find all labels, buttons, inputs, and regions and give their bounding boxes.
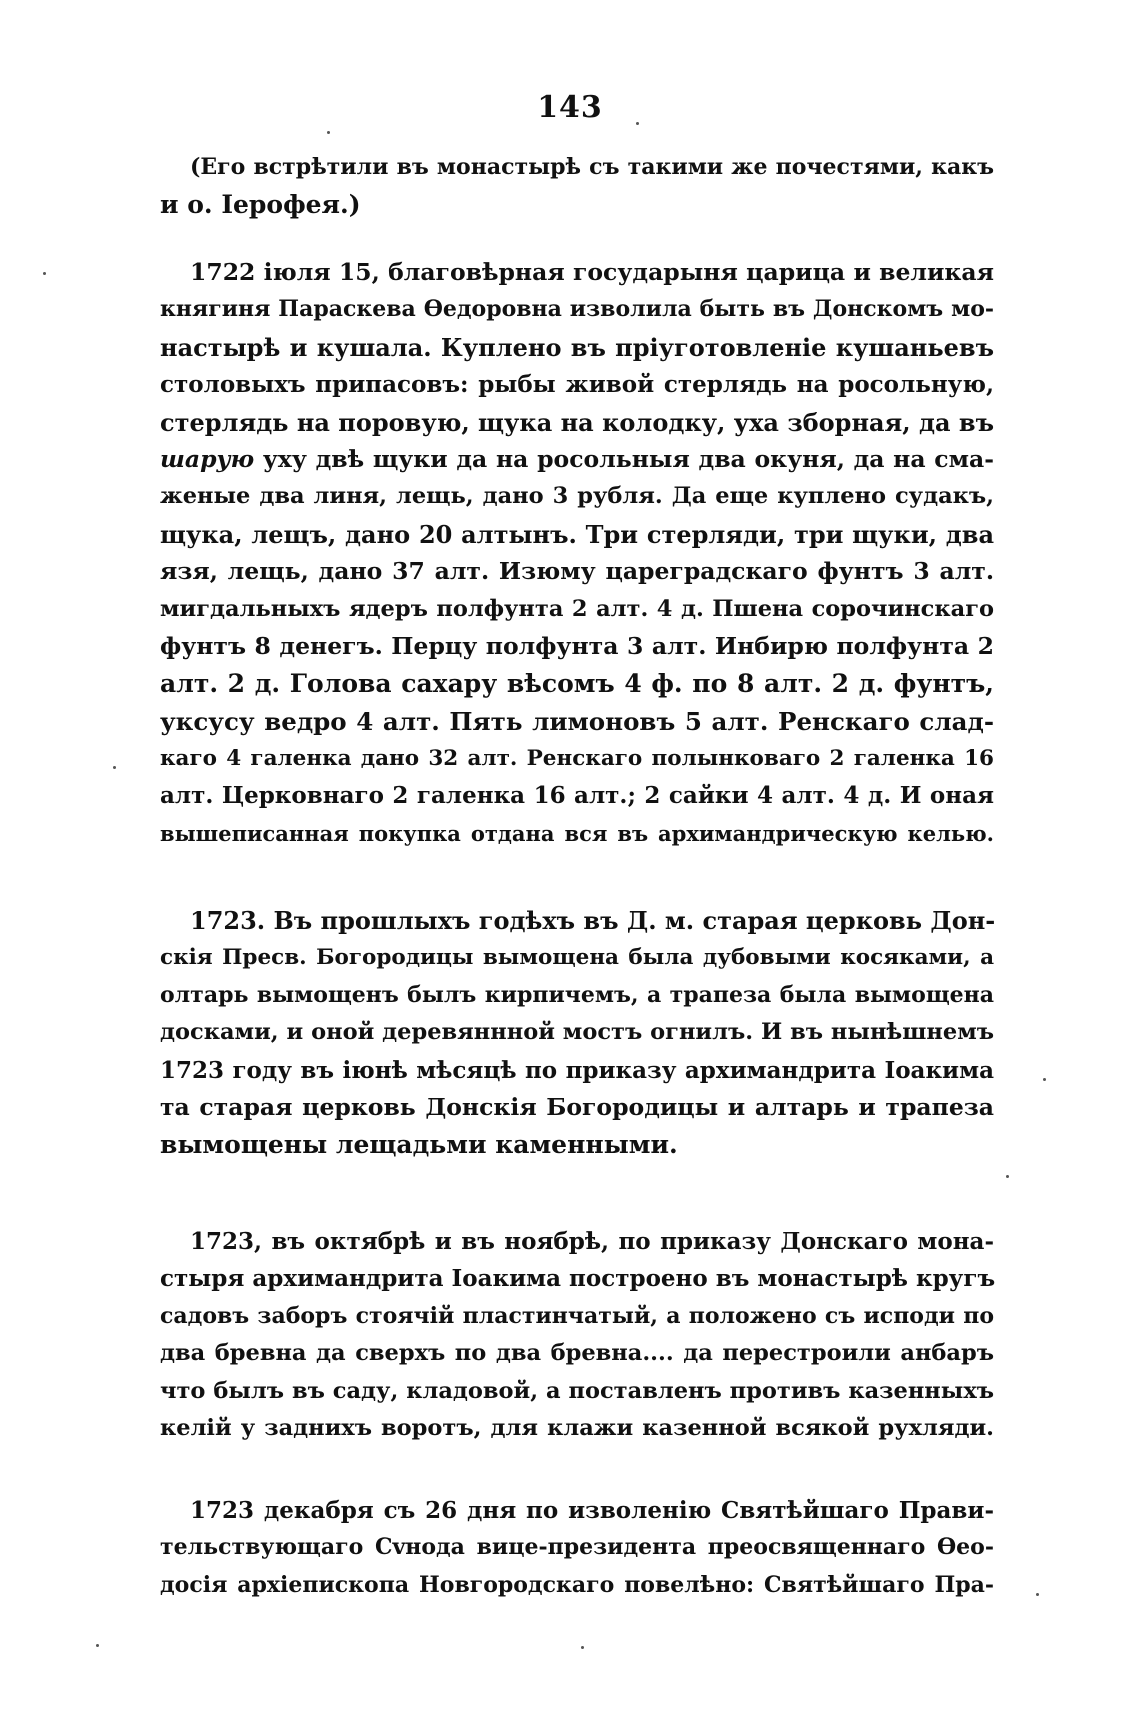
- paragraph-2: [160, 254, 994, 852]
- text-line: что былъ въ саду, кладовой, а поставленъ противъ казенныхъ: [160, 1377, 994, 1404]
- text-line: фунтъ 8 денегъ. Перцу полфунта 3 алт. Инбирю полфунта 2: [160, 631, 994, 660]
- text-line: женые два линя, лещь, дано 3 рубля. Да еще куплено судакъ,: [160, 483, 994, 510]
- paragraph-4: [160, 1223, 994, 1447]
- text-line: столовыхъ припасовъ: рыбы живой стерлядь на росольную,: [160, 371, 994, 399]
- scan-speck: [636, 122, 639, 125]
- page-number: 143: [537, 90, 603, 125]
- text-line: 1723 декабря съ 26 дня по изволенію Святѣйшаго Прави-: [190, 1497, 994, 1524]
- text-line: два бревна да сверхъ по два бревна.... да перестроили анбаръ: [160, 1340, 994, 1367]
- text-line: каго 4 галенка дано 32 алт. Ренскаго полынковаго 2 галенка 16: [160, 746, 994, 772]
- scan-speck: [581, 1646, 584, 1649]
- text-line: уксусу ведро 4 алт. Пять лимоновъ 5 алт. Ренскаго слад-: [160, 706, 994, 736]
- text-line: та старая церковь Донскія Богородицы и алтарь и трапеза: [160, 1092, 994, 1121]
- scan-speck: [327, 131, 330, 134]
- text-line: 1723. Въ прошлыхъ годѣхъ въ Д. м. старая церковь Дон-: [190, 906, 996, 935]
- text-line: щука, лещъ, дано 20 алтынъ. Три стерляди, три щуки, два: [160, 519, 994, 549]
- scan-speck: [1036, 1593, 1039, 1596]
- paragraph-5: [160, 1492, 994, 1604]
- scan-speck: [1006, 1175, 1009, 1178]
- text-line: (Его встрѣтили въ монастырѣ съ такими же почестями, какъ: [190, 154, 994, 180]
- text-line: тельствующаго Сvнода вице-президента преосвященнаго Өео-: [160, 1534, 994, 1561]
- text-line: досія архіепископа Новгородскаго повелѣно: Святѣйшаго Пра-: [160, 1571, 994, 1598]
- text-line: келій у заднихъ воротъ, для клажи казенной всякой рухляди.: [160, 1414, 994, 1441]
- text-line: шарую уху двѣ щуки да на росольныя два окуня, да на сма-: [160, 444, 994, 473]
- text-line: мигдальныхъ ядеръ полфунта 2 алт. 4 д. Пшена сорочинскаго: [160, 595, 994, 622]
- text-line: алт. 2 д. Голова сахару вѣсомъ 4 ф. по 8 алт. 2 д. фунтъ,: [160, 669, 994, 699]
- text-line: и о. Іерофея.): [160, 190, 361, 220]
- paragraph-1: [160, 149, 994, 224]
- text-line: стыря архимандрита Іоакима построено въ монастырѣ кругъ: [160, 1265, 996, 1293]
- text-line: 1722 іюля 15, благовѣрная государыня царица и великая: [190, 258, 994, 286]
- scan-speck: [1043, 1078, 1046, 1081]
- text-line: вышеписанная покупка отдана вся въ архимандрическую келью.: [160, 820, 994, 846]
- text-line: 1723, въ октябрѣ и въ ноябрѣ, по приказу Донскаго мона-: [190, 1228, 994, 1255]
- scan-speck: [96, 1644, 99, 1647]
- text-line: садовъ заборъ стоячій пластинчатый, а положено съ исподи по: [160, 1302, 994, 1329]
- paragraph-3: [160, 902, 994, 1164]
- text-line: олтарь вымощенъ былъ кирпичемъ, а трапеза была вымощена: [160, 981, 994, 1008]
- text-line: 1723 году въ іюнѣ мѣсяцѣ по приказу архимандрита Іоакима: [160, 1056, 994, 1084]
- text-line: княгиня Параскева Өедоровна изволила быть въ Донскомъ мо-: [160, 296, 994, 323]
- scan-speck: [113, 766, 116, 769]
- text-line: стерлядь на поровую, щука на колодку, уха зборная, да въ: [160, 407, 994, 437]
- text-line: вымощены лещадьми каменными.: [160, 1130, 678, 1160]
- text-line: язя, лещь, дано 37 алт. Изюму цареградскаго фунтъ 3 алт.: [160, 557, 994, 586]
- text-line: скія Пресв. Богородицы вымощена была дубовыми косяками, а: [160, 945, 994, 971]
- text-line: алт. Церковнаго 2 галенка 16 алт.; 2 сайки 4 алт. 4 д. И оная: [160, 782, 994, 810]
- scan-speck: [43, 272, 46, 275]
- text-line: досками, и оной деревяннной мостъ огнилъ. И въ нынѣшнемъ: [160, 1019, 994, 1046]
- text-line: настырѣ и кушала. Куплено въ пріуготовленіе кушаньевъ: [160, 332, 994, 362]
